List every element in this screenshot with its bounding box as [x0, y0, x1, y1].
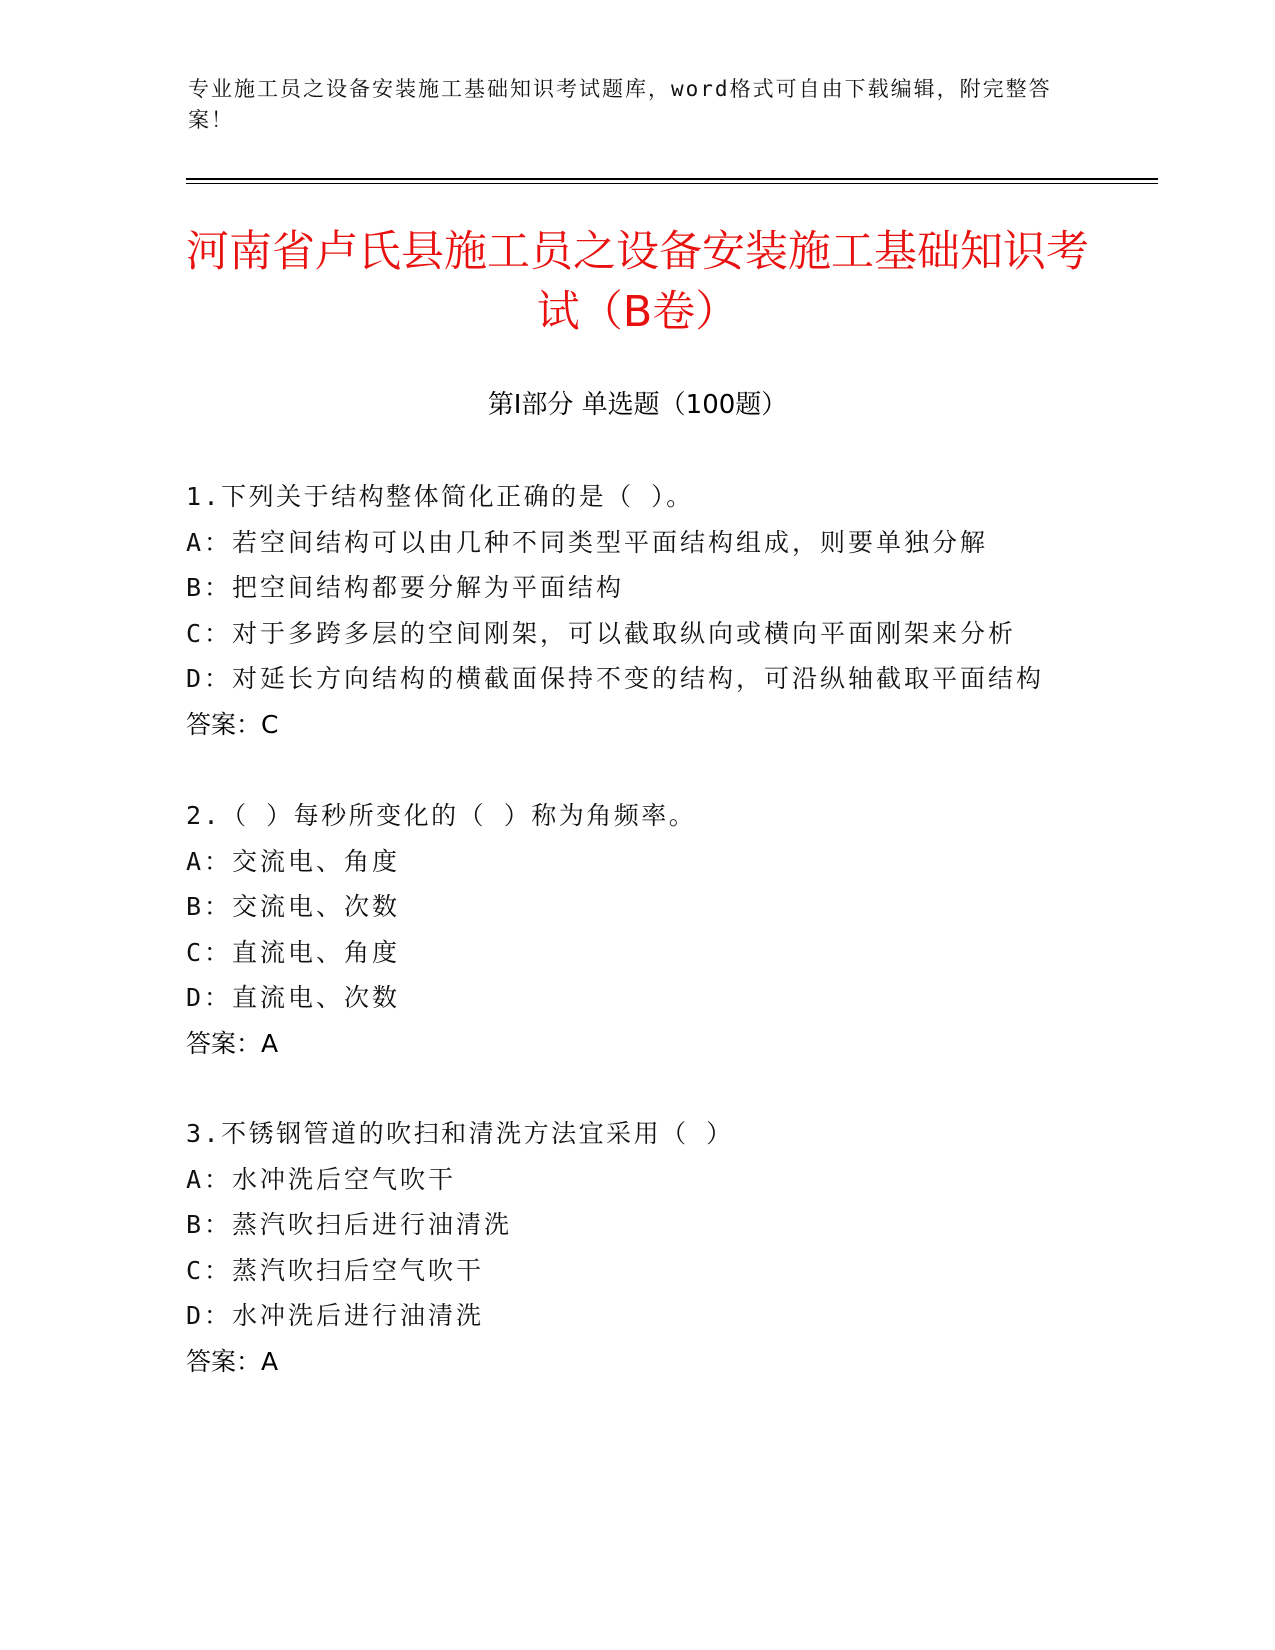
option-d: D：水冲洗后进行油清洗: [186, 1301, 485, 1330]
question-stem: 2.（ ）每秒所变化的（ ）称为角频率。: [186, 801, 697, 830]
answer: 答案：A: [186, 1028, 279, 1058]
option-b: B：蒸汽吹扫后进行油清洗: [186, 1210, 513, 1239]
answer: 答案：A: [186, 1346, 279, 1376]
header-note: 专业施工员之设备安装施工基础知识考试题库，word格式可自由下载编辑，附完整答案！: [188, 77, 1052, 132]
question-3: [186, 1111, 1106, 1384]
option-d: D：对延长方向结构的横截面保持不变的结构，可沿纵轴截取平面结构: [186, 664, 1045, 693]
option-d: D：直流电、次数: [186, 983, 401, 1012]
option-c: C：对于多跨多层的空间刚架，可以截取纵向或横向平面刚架来分析: [186, 618, 1017, 648]
option-a: A：若空间结构可以由几种不同类型平面结构组成，则要单独分解: [186, 527, 989, 557]
question-2: [186, 793, 1106, 1066]
question-stem: 1.下列关于结构整体简化正确的是（ ）。: [186, 482, 694, 511]
option-a: A：交流电、角度: [186, 846, 401, 876]
option-b: B：交流电、次数: [186, 892, 401, 921]
section-heading: 第Ⅰ部分 单选题（100题）: [487, 390, 788, 420]
option-a: A：水冲洗后空气吹干: [186, 1164, 457, 1194]
question-1: [186, 474, 1106, 747]
answer: 答案：C: [186, 709, 279, 739]
option-c: C：直流电、角度: [186, 937, 401, 967]
header-rule-thick: [186, 178, 1158, 180]
header-rule-thin: [186, 183, 1158, 184]
question-stem: 3.不锈钢管道的吹扫和清洗方法宜采用（ ）: [186, 1119, 734, 1148]
document-title: 河南省卢氏县施工员之设备安装施工基础知识考试（B卷）: [186, 227, 1089, 337]
option-b: B：把空间结构都要分解为平面结构: [186, 573, 625, 602]
option-c: C：蒸汽吹扫后空气吹干: [186, 1255, 485, 1285]
